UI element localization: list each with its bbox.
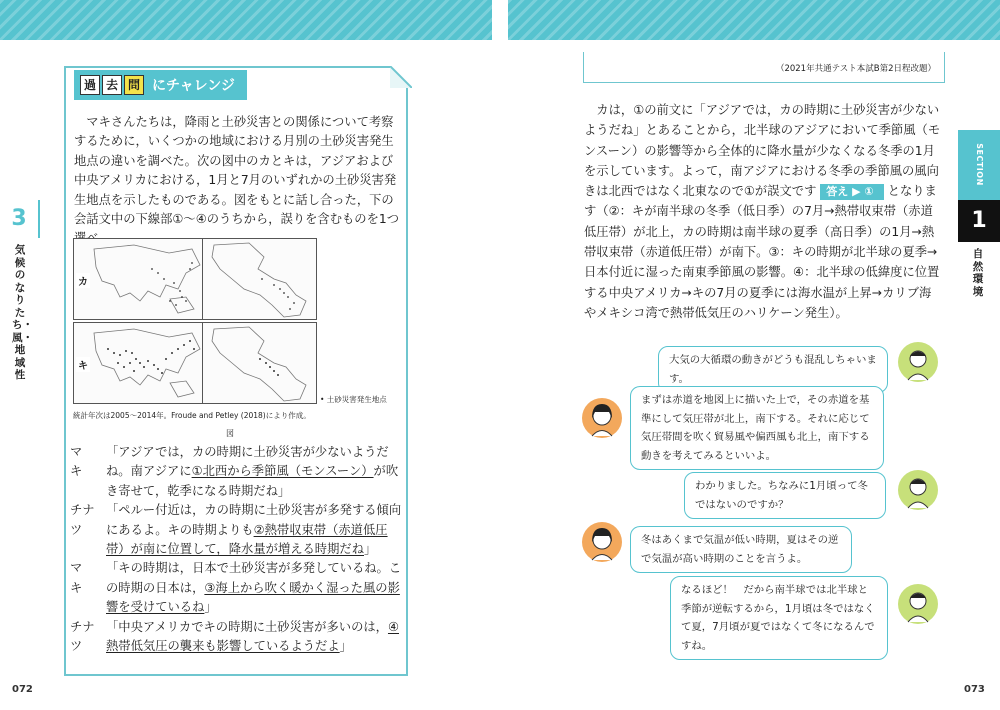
section-tab bbox=[958, 130, 1000, 200]
right-header-band bbox=[508, 0, 1000, 40]
map-divider bbox=[202, 323, 203, 403]
bubble-boy: わかりました。ちなみに1月頃って冬ではないのですか？ bbox=[684, 472, 886, 519]
utterance-text: が吹き寄せて，乾季になる時期だね」 bbox=[106, 464, 399, 498]
section-number: 3 bbox=[0, 200, 40, 238]
utterance-text: 」 bbox=[364, 542, 377, 557]
map-divider bbox=[202, 239, 203, 319]
utterance-text: 」 bbox=[204, 600, 217, 615]
section-tab-number: 1 bbox=[958, 200, 1000, 242]
speaker: チナツ bbox=[70, 619, 95, 654]
underlined-choice-4: ④熱帯低気圧の襲来も影響しているようだよ bbox=[106, 619, 399, 654]
challenge-header bbox=[74, 70, 247, 100]
girl-avatar bbox=[582, 398, 622, 438]
page-number-right: 073 bbox=[964, 684, 985, 695]
girl-avatar bbox=[582, 522, 622, 562]
answer-explanation bbox=[584, 100, 942, 323]
dialogue-line bbox=[70, 618, 404, 657]
speaker: マ キ bbox=[70, 445, 95, 479]
source-note: （2021年共通テスト本試B第2日程改題） bbox=[775, 64, 936, 74]
boy-avatar bbox=[898, 342, 938, 382]
utterance-text: 「ペルー付近は，カの時期に土砂災害が多発する傾向にあるよ。キの時期よりも bbox=[106, 503, 402, 537]
kako-char-3: 問 bbox=[124, 75, 144, 95]
dialogue-line bbox=[70, 501, 404, 559]
kako-char-2: 去 bbox=[102, 75, 122, 95]
answer-text: となります（②：キが南半球の冬季（低日季）の7月→熱帯収束帯（赤道低圧帯）が北上，カの時期は南半球の夏季（高日季）の1月→熱帯収束帯（赤道低圧帯）が南下。③：キの時期が北半球の夏季→日本付近に湿った南東季節風の影響。④：北半球の低緯度に位置する中央アメリカ→キの7月の夏季には海水温が上昇→カリブ海やメキシコ湾で熱帯低気圧のハリケーン発生）。 bbox=[584, 184, 940, 320]
utterance bbox=[106, 501, 404, 559]
answer-badge: 答え ▶ ① bbox=[820, 184, 883, 200]
dialogue bbox=[70, 443, 404, 656]
map-label-ki: キ bbox=[76, 357, 90, 372]
bubble-girl: まずは赤道を地図上に描いた上で，その赤道を基準にして気圧帯が北上，南下する。それに応じて気圧帯間を吹く貿易風や偏西風も北上，南下する動きを考えてみるといいよ。 bbox=[630, 386, 884, 470]
section-title: 気候のなりたち・風・地域性 bbox=[12, 244, 33, 381]
source-box bbox=[583, 52, 945, 83]
utterance-text: 「キの時期は，日本で土砂災害が多発しているね。この時期の日本は， bbox=[106, 561, 402, 595]
map-label-ka: カ bbox=[76, 273, 90, 288]
underlined-choice-2: ②熱帯収束帯（赤道低圧帯）が南に位置して，降水量が増える時期だね bbox=[106, 522, 388, 557]
utterance bbox=[106, 443, 404, 501]
underlined-choice-3: ③海上から吹く暖かく湿った風の影響を受けているね bbox=[106, 580, 400, 615]
question-text: マキさんたちは，降雨と土砂災害との関係について考察するために，いくつかの地域における月別の土砂災害発生地点の違いを調べた。次の図中のカとキは，アジアおよび中央アメリカにおける，1月と7月のいずれかの土砂災害発生地点を示したものである。図をもとに話し合った，下の会話文中の下線部①～④のうちから，誤りを含むものを1つ bbox=[74, 115, 399, 227]
section-tab-label: SECTION bbox=[974, 143, 984, 186]
figure-maps bbox=[73, 238, 317, 404]
bubble-boy: なるほど！ だから南半球では北半球と季節が逆転するから，1月頃は冬ではなくて夏，7月頃が夏ではなくて冬になるんですね。 bbox=[670, 576, 888, 660]
speaker: マ キ bbox=[70, 561, 95, 595]
answer-text: カは，①の前文に「アジアでは，カの時期に土砂災害が少ないようだね」とあることから，北半球のアジアにおいて季節風（モンスーン）の影響等から全体的に降水量が少なくなる冬季の1月を示しています。よって，南アジアにおける冬季の季節風の風向きは北西ではなく北東なので①が誤文です bbox=[584, 103, 941, 199]
utterance-text: 「中央アメリカでキの時期に土砂災害が多いのは， bbox=[106, 619, 388, 634]
speaker: チナツ bbox=[70, 503, 95, 537]
boy-avatar bbox=[898, 470, 938, 510]
page-number-left: 072 bbox=[12, 684, 33, 695]
underlined-choice-1: ①北西から季節風（モンスーン） bbox=[191, 464, 374, 479]
utterance bbox=[106, 618, 404, 657]
utterance bbox=[106, 559, 404, 617]
boy-avatar bbox=[898, 584, 938, 624]
left-header-band bbox=[0, 0, 492, 40]
utterance-text: 」 bbox=[339, 639, 352, 654]
dialogue-line bbox=[70, 443, 404, 501]
dialogue-line bbox=[70, 559, 404, 617]
folded-corner bbox=[390, 66, 412, 88]
map-legend: • 土砂災害発生地点 bbox=[320, 395, 387, 404]
map-ka bbox=[73, 238, 317, 320]
challenge-title: にチャレンジ bbox=[152, 78, 235, 94]
section-tab-title: 自然環境 bbox=[972, 248, 984, 298]
figure-label: 図 bbox=[226, 429, 234, 438]
bubble-boy: 大気の大循環の動きがどうも混乱しちゃいます。 bbox=[658, 346, 888, 393]
map-ki bbox=[73, 322, 317, 404]
kako-char-1: 過 bbox=[80, 75, 100, 95]
figure-caption: 統計年次は2005～2014年。Froude and Petley (2018)により作成。 bbox=[73, 411, 311, 420]
utterance-text: 「アジアでは，カの時期に土砂災害が少ないようだね。南アジアに bbox=[106, 445, 389, 479]
bubble-girl: 冬はあくまで気温が低い時期，夏はその逆で気温が高い時期のことを言うよ。 bbox=[630, 526, 852, 573]
